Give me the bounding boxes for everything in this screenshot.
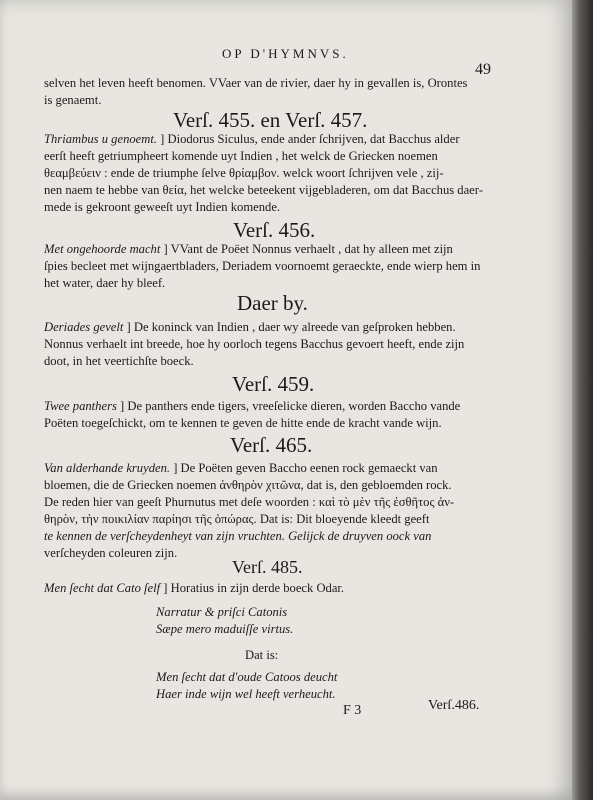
- translation-line: Haer inde wijn wel heeft verheucht.: [156, 687, 336, 701]
- lemma: Twee panthers: [44, 399, 117, 413]
- section-line: eerſt heeft getriumpheert komende uyt Indien , het welck de Griecken noemen: [44, 149, 438, 163]
- section-line: nen naem te hebbe van θεία, het welcke beteekent vijgebladeren, om dat Bacchus daer-: [44, 183, 483, 197]
- section-line: doot, in het veertichſte boeck.: [44, 354, 194, 368]
- lemma: Thriambus u genoemt.: [44, 132, 157, 146]
- lemma-text: ] Horatius in zijn derde boeck Odar.: [163, 581, 345, 595]
- quote-line: Narratur & priſci Catonis: [156, 605, 288, 619]
- section-line: [44, 461, 438, 476]
- dat-is-label: Dat is:: [245, 648, 279, 662]
- section-line: Poëten toegeſchickt, om te kennen te geven de hitte ende de kracht vande wijn.: [44, 416, 442, 430]
- page-gutter-shadow: [572, 0, 593, 800]
- page-number: 49: [475, 61, 491, 78]
- section-line: verſcheyden coleuren zijn.: [44, 546, 178, 560]
- lemma-text: ] De koninck van Indien , daer wy alreede van geſproken hebben.: [126, 320, 456, 334]
- section-line: θηρὸν, τὴν ποικιλίαν παρίησι τῆς ὀπώρας. Dat is: Dit bloeyende kleedt geeft: [44, 512, 430, 526]
- lemma: Met ongehoorde macht: [44, 242, 161, 256]
- section-heading: Verſ. 455. en Verſ. 457.: [173, 108, 368, 132]
- quote-line: Sæpe mero maduiſſe virtus.: [156, 622, 294, 636]
- catchword: Verſ.486.: [428, 698, 480, 713]
- section-heading: Verſ. 456.: [233, 218, 316, 242]
- intro-line: selven het leven heeft benomen. VVaer van de rivier, daer hy in gevallen is, Orontes: [44, 76, 468, 90]
- lemma: Men ſecht dat Cato ſelf: [44, 581, 161, 595]
- section-line: [44, 399, 460, 414]
- section-heading: Daer by.: [237, 291, 308, 315]
- section-line: [44, 320, 456, 335]
- section-line: [44, 132, 460, 147]
- section-heading: Verſ. 485.: [232, 557, 303, 577]
- signature-mark: F 3: [343, 703, 362, 718]
- section-line: het water, daer hy bleef.: [44, 276, 166, 290]
- lemma-text: ] Diodorus Siculus, ende ander ſchrijven, dat Bacchus alder: [160, 132, 460, 146]
- section-line: [44, 242, 453, 257]
- lemma: Deriades gevelt: [44, 320, 124, 334]
- lemma: Van alderhande kruyden.: [44, 461, 171, 475]
- section-line: te kennen de verſcheydenheyt van zijn vruchten. Gelijck de druyven oock van: [44, 529, 432, 543]
- section-line: mede is gekroont geweeſt uyt Indien komende.: [44, 200, 281, 214]
- lemma-text: ] De Poëten geven Baccho eenen rock gemaeckt van: [173, 461, 438, 475]
- section-line: Nonnus verhaelt int breede, hoe hy oorloch tegens Bacchus gevoert heeft, ende zijn: [44, 337, 465, 351]
- lemma-text: ] VVant de Poëet Nonnus verhaelt , dat hy alleen met zijn: [163, 242, 453, 256]
- section-heading: Verſ. 459.: [232, 372, 315, 396]
- section-line: θεαμβεύειν : ende de triumphe ſelve θρίαμβον. welck woort ſchrijven vele , zij-: [44, 166, 444, 180]
- running-head: OP D'HYMNVS.: [222, 46, 349, 61]
- section-line: bloemen, die de Griecken noemen ἀνθηρὸν χιτῶνα, dat is, den gebloemden rock.: [44, 478, 452, 492]
- lemma-text: ] De panthers ende tigers, vreeſelicke dieren, worden Baccho vande: [120, 399, 461, 413]
- section-heading: Verſ. 465.: [230, 433, 313, 457]
- section-line: ſpies becleet met wijngaertbladers, Deriadem voornoemt geraeckte, ende wierp hem in: [44, 259, 481, 273]
- section-line: De reden hier van geeſt Phurnutus met deſe woorden : καὶ τὸ μὲν τῆς ἐσθῆτος ἀν-: [44, 495, 455, 509]
- section-line: [44, 581, 344, 596]
- translation-line: Men ſecht dat d'oude Catoos deucht: [156, 670, 338, 684]
- intro-line: is genaemt.: [44, 93, 102, 107]
